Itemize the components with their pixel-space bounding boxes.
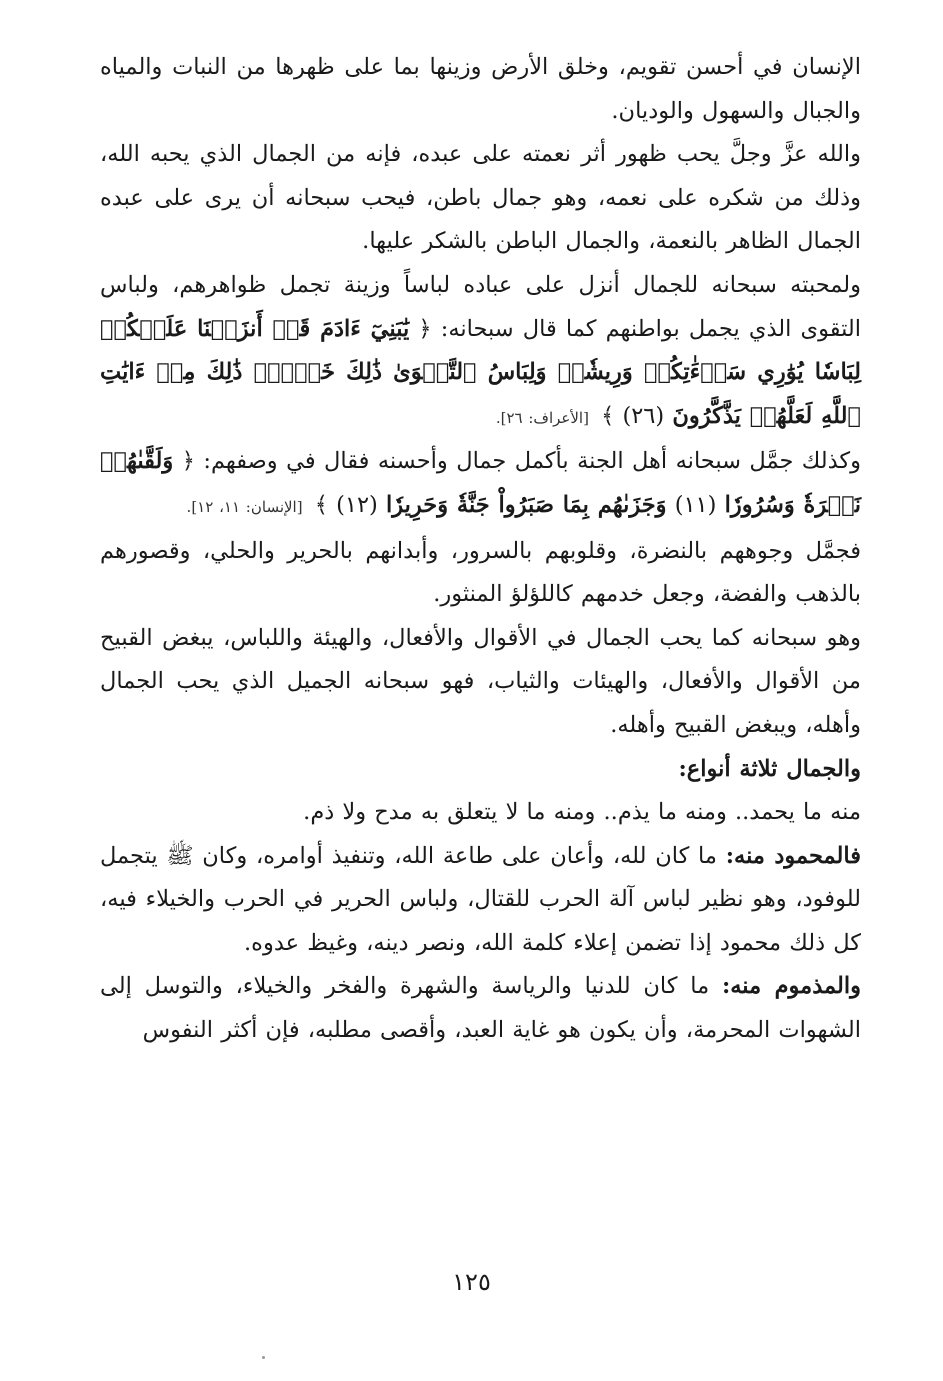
scan-speck: [262, 1356, 265, 1359]
paragraph: فجمَّل وجوههم بالنضرة، وقلوبهم بالسرور، وأبدانهم بالحرير والحلي، وقصورهم بالذهب والفضة، وجعل خدمهم كاللؤلؤ المنثور.: [100, 537, 861, 608]
page-number: ١٢٥: [452, 1268, 491, 1296]
paragraph-body: ما كان لله، وأعان على طاعة الله، وتنفيذ أوامره، وكان ﷺ يتجمل للوفود، وهو نظير لباس آلة الحرب للقتال، ولباس الحرير في الحرب والخيلاء فيه، كل ذلك محمود إذا تضمن إعلاء كلمة الله، ونصر دينه، وغيظ عدوه.: [100, 842, 861, 956]
ornate-open-bracket: ﴿: [418, 315, 432, 342]
paragraph: الإنسان في أحسن تقويم، وخلق الأرض وزينها بما على ظهرها من النبات والمياه والجبال والسهول والوديان.: [100, 54, 861, 124]
paragraph: منه ما يحمد.. ومنه ما يذم.. ومنه ما لا يتعلق به مدح ولا ذم.: [303, 799, 861, 826]
paragraph-with-lead: [100, 835, 861, 966]
ayah-number: (١٢): [336, 491, 378, 518]
quran-verse: وَجَزَىٰهُم بِمَا صَبَرُواْ جَنَّةٗ وَحَرِيرٗا: [385, 491, 667, 518]
quran-verse: وَلَقَّىٰهُمۡ نَضۡرَةٗ وَسُرُورٗا: [100, 448, 861, 518]
body-text: [100, 46, 861, 1053]
lead-term: والمذموم منه:: [721, 973, 861, 1000]
section-heading: والجمال ثلاثة أنواع:: [678, 755, 861, 782]
verse-reference: [الأعراف: ٢٦].: [495, 408, 589, 427]
ayah-number: (١١): [674, 491, 717, 518]
paragraph-intro: وكذلك جمَّل سبحانه أهل الجنة بأكمل جمال وأحسنه فقال في وصفهم:: [203, 448, 862, 475]
ayah-number: (٢٦): [622, 402, 665, 429]
ornate-close-bracket: ﴾: [314, 491, 328, 518]
paragraph-with-lead: [100, 965, 861, 1052]
paragraph: والله عزَّ وجلَّ يحب ظهور أثر نعمته على عبده، فإنه من الجمال الذي يحبه الله، وذلك من شكره على نعمه، وهو جمال باطن، فيحب سبحانه أن يرى على عبده الجمال الظاهر بالنعمة، والجمال الباطن بالشكر عليها.: [100, 141, 861, 255]
paragraph-with-verse: [100, 440, 861, 529]
lead-term: فالمحمود منه:: [725, 842, 861, 869]
ornate-open-bracket: ﴿: [181, 448, 195, 475]
verse-reference: [الإنسان: ١١، ١٢].: [186, 497, 303, 516]
paragraph-intro: ولمحبته سبحانه للجمال أنزل على عباده لباساً وزينة تجمل ظواهرهم، ولباس التقوى الذي يجمل بواطنهم كما قال سبحانه:: [100, 271, 862, 342]
ornate-close-bracket: ﴾: [601, 402, 615, 429]
paragraph: وهو سبحانه كما يحب الجمال في الأقوال والأفعال، والهيئة واللباس، يبغض القبيح من الأقوال والأفعال، والهيئات والثياب، فهو سبحانه الجميل الذي يحب الجمال وأهله، ويبغض القبيح وأهله.: [100, 624, 861, 738]
paragraph-with-verse: [100, 264, 861, 440]
paragraph-body: ما كان للدنيا والرياسة والشهرة والفخر والخيلاء، والتوسل إلى الشهوات المحرمة، وأن يكون هو غاية العبد، وأقصى مطلبه، فإن أكثر النفوس: [100, 973, 861, 1044]
quran-verse: يَٰبَنِيٓ ءَادَمَ قَدۡ أَنزَلۡنَا عَلَيۡكُمۡ لِبَاسٗا يُوَٰرِي سَوۡءَٰتِكُمۡ وَرِيشٗاۖ وَلِبَاسُ ٱلتَّقۡوَىٰ ذَٰلِكَ خَيۡرٞۚ ذَٰلِكَ مِنۡ ءَايَٰتِ ٱللَّهِ لَعَلَّهُمۡ يَذَّكَّرُونَ: [100, 315, 861, 429]
